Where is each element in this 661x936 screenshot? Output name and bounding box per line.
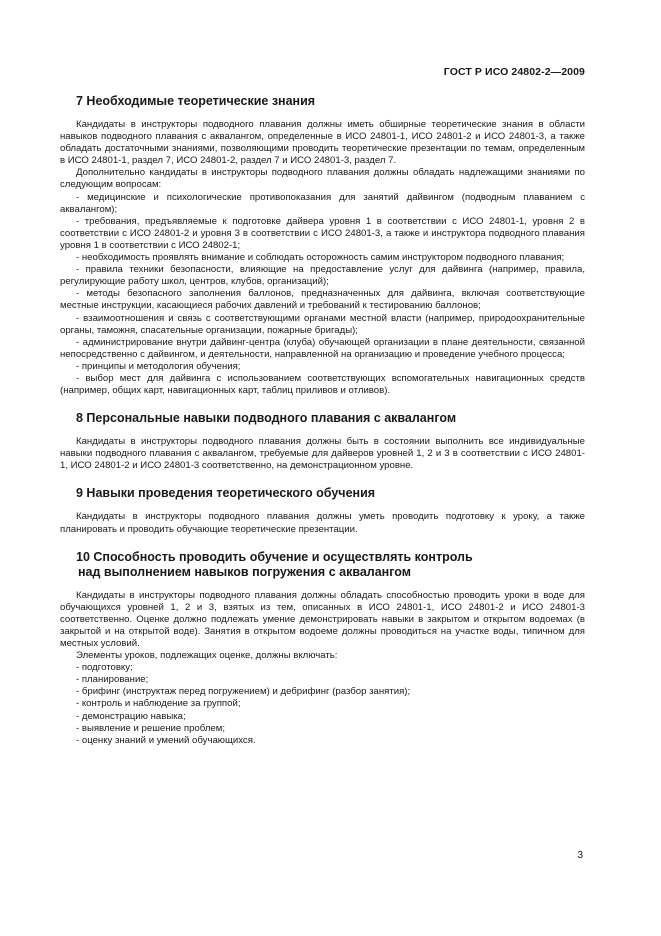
list-item: - необходимость проявлять внимание и соблюдать осторожность самим инструктором подводного плавания; — [76, 252, 565, 264]
page-content — [60, 94, 585, 747]
section-10-title-line-2: над выполнением навыков погружения с аквалангом — [78, 564, 411, 579]
list-item: - администрирование внутри дайвинг-центра (клуба) обучающей организации в плане деятельности, связанной непосредственно с дайвингом, и деятельности, направленной на организацию и проведение учебного процесса; — [60, 336, 585, 360]
list-item: - правила техники безопасности, влияющие на предоставление услуг для дайвинга (например, правила, регулирующие работу школ, центров, клубов, организаций); — [60, 264, 585, 288]
section-7-paragraph-2: Дополнительно кандидаты в инструкторы подводного плавания должны обладать надлежащими знаниями по следующим вопросам: — [60, 167, 585, 191]
section-7-title: 7 Необходимые теоретические знания — [76, 94, 316, 108]
list-item: - выбор мест для дайвинга с использованием соответствующих вспомогательных навигационных средств (например, общих карт, навигационных карт, таблиц приливов и отливов). — [60, 372, 585, 397]
section-7-paragraph-1: Кандидаты в инструкторы подводного плавания должны иметь обширные теоретические знания в области навыков подводного плавания с аквалангом, определенные в ИСО 24801-1, ИСО 24801-2 и ИСО 24801-3, а также обладать достаточными знаниями, позволяющими проводить теоретические презентации по темам, определенным в ИСО 24801-1, раздел 7, ИСО 24801-2, раздел 7 и ИСО 24801-3, раздел 7. — [60, 119, 585, 167]
list-item: - контроль и наблюдение за группой; — [76, 698, 241, 710]
list-item: - медицинские и психологические противопоказания для занятий дайвингом (подводным плаванием с аквалангом); — [60, 191, 585, 215]
list-item: - принципы и методология обучения; — [76, 360, 241, 372]
list-item: - выявление и решение проблем; — [76, 722, 226, 734]
list-item: - оценку знаний и умений обучающихся. — [76, 734, 256, 746]
section-9-paragraph-1: Кандидаты в инструкторы подводного плавания должны уметь проводить подготовку к уроку, а также планировать и проводить обучающие теоретические презентации. — [60, 511, 585, 535]
list-item: - методы безопасного заполнения баллонов, предназначенных для дайвинга, включая соответствующие местные инструкции, касающиеся рабочих давлений и требований к тестированию баллонов; — [60, 288, 585, 312]
section-10-paragraph-2: Элементы уроков, подлежащих оценке, должны включать: — [76, 650, 338, 662]
section-10-title-line-1: 10 Способность проводить обучение и осуществлять контроль — [76, 549, 473, 564]
list-item: - требования, предъявляемые к подготовке дайвера уровня 1 в соответствии с ИСО 24801-1, уровня 2 в соответствии с ИСО 24801-2 и уровня 3 в соответствии с ИСО 24801-3, а также и инструктора подводного плавания уровня 1 в соответствии с ИСО 24802-1; — [60, 215, 585, 251]
list-item: - демонстрацию навыка; — [76, 710, 186, 722]
section-9-title: 9 Навыки проведения теоретического обучения — [76, 486, 376, 501]
list-item: - взаимоотношения и связь с соответствующими органами местной власти (например, природоохранительные органы, таможня, спасательные организации, пожарные бригады); — [60, 312, 585, 336]
document-header: ГОСТ Р ИСО 24802-2—2009 — [443, 66, 585, 78]
list-item: - подготовку; — [76, 662, 133, 674]
section-8-title: 8 Персональные навыки подводного плавания с аквалангом — [76, 411, 457, 426]
section-10-paragraph-1: Кандидаты в инструкторы подводного плавания должны обладать способностью проводить уроки в воде для обучающихся уровней 1, 2 и 3, взятых из тем, описанных в ИСО 24801-1, ИСО 24801-2 и ИСО 24801-3 соответственно. Оценке должно подлежать умение демонстрировать навыки в закрытом и открытом водоемах (в закрытой и на открытой воде). Занятия в открытом водоеме должны проводиться на участке воды, типичном для местных условий. — [60, 589, 585, 649]
page-number: 3 — [577, 850, 583, 861]
list-item: - планирование; — [76, 674, 149, 686]
list-item: - брифинг (инструктаж перед погружением) и дебрифинг (разбор занятия); — [76, 686, 411, 698]
section-8-paragraph-1: Кандидаты в инструкторы подводного плавания должны быть в состоянии выполнить все индивидуальные навыки подводного плавания с аквалангом, требуемые для дайверов уровней 1, 2 и 3 в соответствии с ИСО 24801-1, ИСО 24801-2 и ИСО 24801-3 соответственно, на демонстрационном уровне. — [60, 436, 585, 472]
